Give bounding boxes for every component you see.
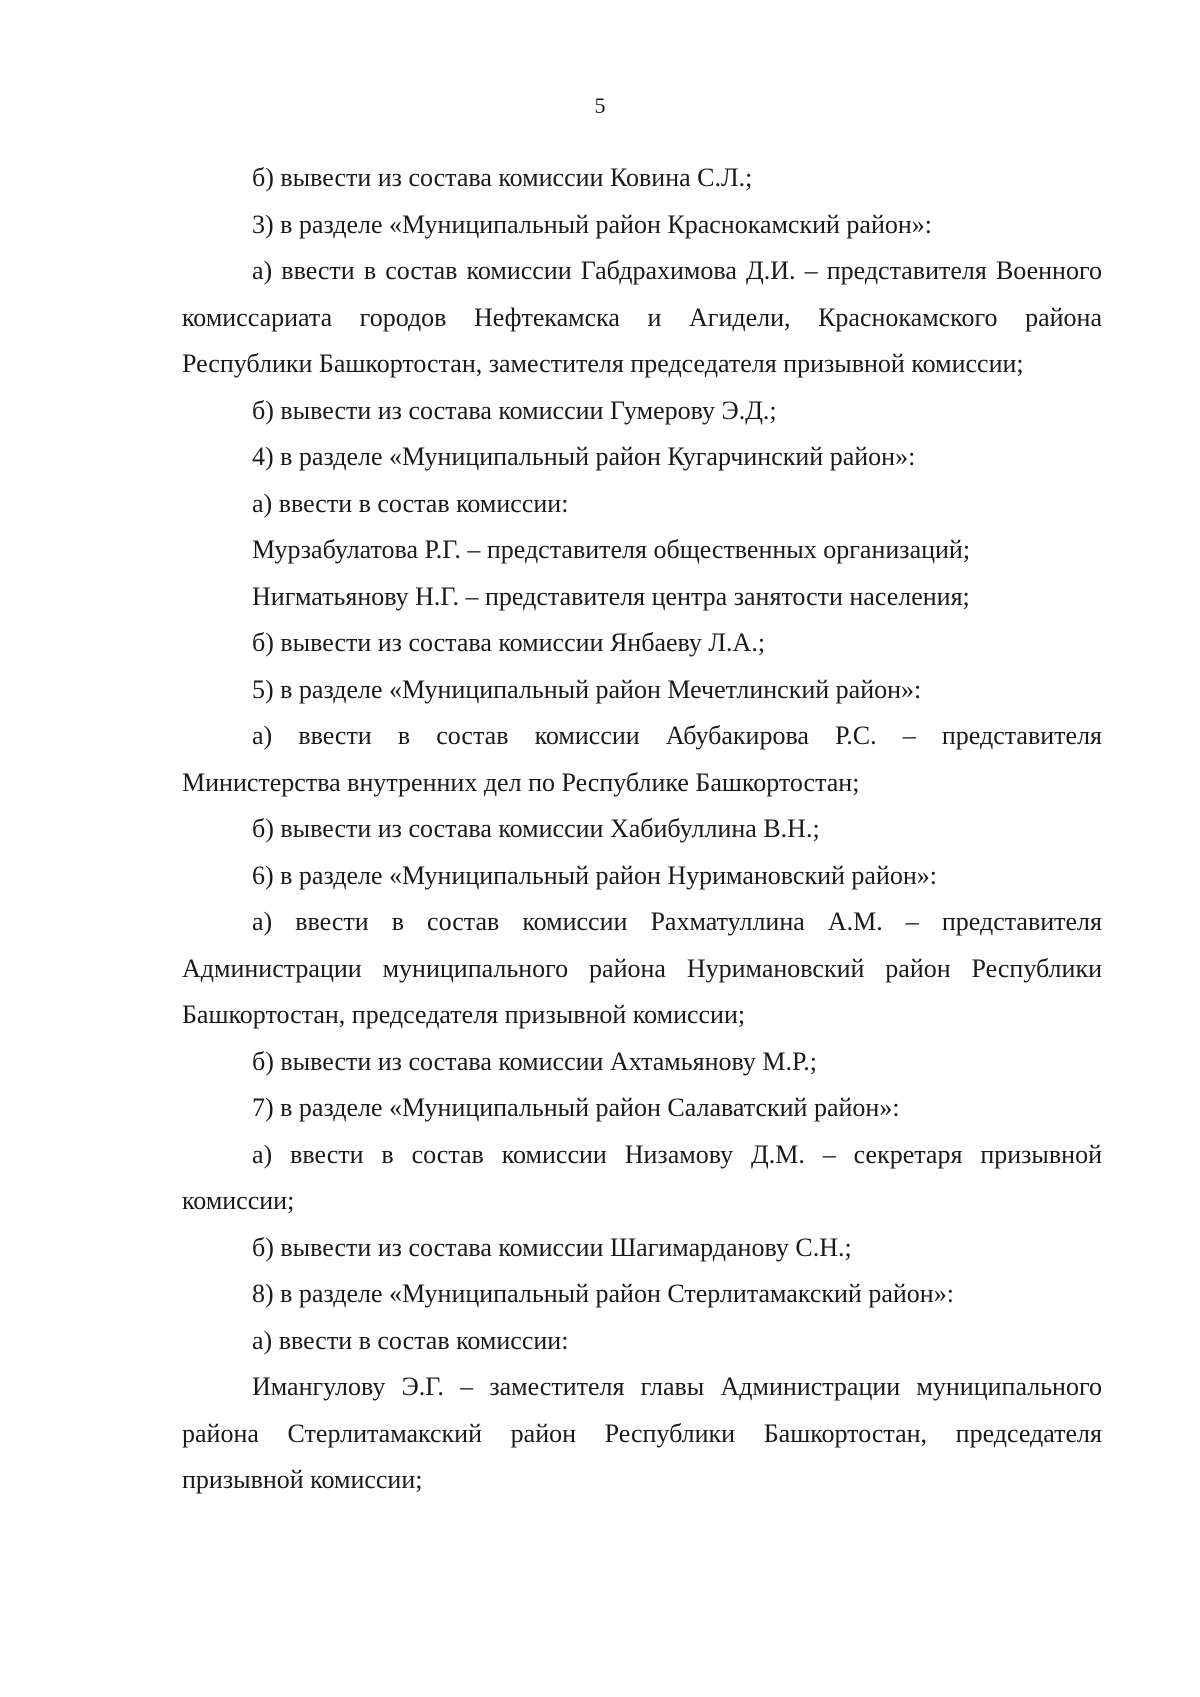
paragraph: б) вывести из состава комиссии Ахтамьянову М.Р.;: [252, 1046, 817, 1076]
paragraph: 3) в разделе «Муниципальный район Краснокамский район»:: [252, 209, 933, 239]
page-number: 5: [594, 93, 606, 118]
paragraph: а) ввести в состав комиссии Низамову Д.М. – секретаря призывной комиссии;: [182, 1139, 1102, 1215]
paragraph: 7) в разделе «Муниципальный район Салаватский район»:: [252, 1093, 900, 1122]
paragraph: а) ввести в состав комиссии Габдрахимова Д.И. – представителя Военного комиссариата городов Нефтекамска и Агидели, Краснокамского района Республики Башкортостан, заместителя председателя призывной комиссии;: [182, 256, 1102, 378]
paragraph: а) ввести в состав комиссии:: [252, 488, 569, 518]
paragraph: Имангулову Э.Г. – заместителя главы Администрации муниципального района Стерлитамакский район Республики Башкортостан, председателя призывной комиссии;: [182, 1372, 1102, 1494]
paragraph: б) вывести из состава комиссии Хабибуллина В.Н.;: [252, 814, 820, 843]
paragraph: Нигматьянову Н.Г. – представителя центра занятости населения;: [252, 581, 970, 611]
paragraph: б) вывести из состава комиссии Гумерову Э.Д.;: [252, 395, 777, 425]
paragraph: б) вывести из состава комиссии Ковина С.Л.;: [252, 163, 753, 192]
paragraph: а) ввести в состав комиссии Рахматуллина А.М. – представителя Администрации муниципального района Нуримановский район Республики Башкортостан, председателя призывной комиссии;: [182, 907, 1102, 1029]
document-body: [182, 155, 1102, 1504]
paragraph: б) вывести из состава комиссии Янбаеву Л.А.;: [252, 628, 766, 657]
paragraph: 6) в разделе «Муниципальный район Нуримановский район»:: [252, 860, 938, 890]
paragraph: б) вывести из состава комиссии Шагимарданову С.Н.;: [252, 1232, 852, 1262]
paragraph: 8) в разделе «Муниципальный район Стерлитамакский район»:: [252, 1279, 954, 1308]
paragraph: 4) в разделе «Муниципальный район Кугарчинский район»:: [252, 442, 916, 471]
paragraph: а) ввести в состав комиссии Абубакирова Р.С. – представителя Министерства внутренних дел по Республике Башкортостан;: [182, 721, 1102, 797]
paragraph: Мурзабулатова Р.Г. – представителя общественных организаций;: [252, 535, 971, 564]
paragraph: 5) в разделе «Муниципальный район Мечетлинский район»:: [252, 674, 922, 704]
paragraph: а) ввести в состав комиссии:: [252, 1325, 569, 1355]
